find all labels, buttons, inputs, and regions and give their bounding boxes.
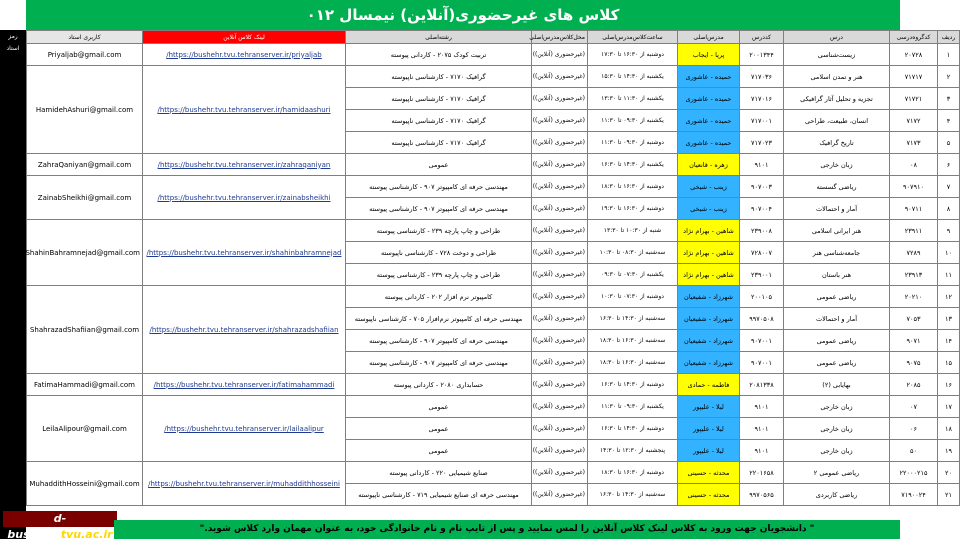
row-number: ۱۰ — [938, 242, 960, 264]
teacher-email: FatimaHammadi@gmail.com — [27, 374, 143, 396]
table-row — [27, 66, 960, 88]
group-code: ۷۱۷۳ — [890, 132, 938, 154]
major-name: عمومی — [346, 154, 532, 176]
group-code: ۹۰۷۱ — [890, 330, 938, 352]
course-code: ۹۱۰۱ — [740, 440, 784, 462]
header-email: کاربری استاد — [27, 31, 143, 44]
course-code: ۹۰۷۰۰۱ — [740, 330, 784, 352]
row-number: ۷ — [938, 176, 960, 198]
row-number: ۱۶ — [938, 374, 960, 396]
row-number: ۹ — [938, 220, 960, 242]
class-time: سه‌شنبه از ۱۶:۳۰ تا ۱۸:۳۰ — [588, 352, 678, 374]
class-place: (غیرحضوری (آنلاین)) — [532, 198, 588, 220]
login-header: رمز استاد — [6, 33, 20, 52]
group-code: ۷۱۹۰۰۲۴ — [890, 484, 938, 506]
row-number: ۱۵ — [938, 352, 960, 374]
class-time: یکشنبه از ۰۹:۳۰ تا ۱۱:۳۰ — [588, 110, 678, 132]
teacher-name: لیلا - علیپور — [678, 396, 740, 418]
class-place: (غیرحضوری (آنلاین)) — [532, 462, 588, 484]
major-name: مهندسی حرفه ای صنایع شیمیایی ۷۱۹ - کارشناسی ناپیوسته — [346, 484, 532, 506]
class-place: (غیرحضوری (آنلاین)) — [532, 484, 588, 506]
table-body — [27, 44, 960, 506]
left-sidebar — [0, 30, 26, 539]
group-code: ۲۰۲۱۰ — [890, 286, 938, 308]
online-class-link[interactable]: https://bushehr.tvu.tehranserver.ir/hamidaashuri/ — [143, 66, 346, 154]
course-code: ۲۳۹۰۰۸ — [740, 220, 784, 242]
online-class-link[interactable]: https://bushehr.tvu.tehranserver.ir/zahraqaniyan/ — [143, 154, 346, 176]
group-code: ۹۰۷۱۱ — [890, 198, 938, 220]
group-code: ۲۰۸۵ — [890, 374, 938, 396]
class-time: دوشنبه از ۱۶:۳۰ تا ۱۹:۳۰ — [588, 198, 678, 220]
table-row — [27, 220, 960, 242]
major-name: تربیت کودک ۲۰۷۵ - کاردانی پیوسته — [346, 44, 532, 66]
course-name: تجزیه و تحلیل آثار گرافیکی — [784, 88, 890, 110]
class-time: دوشنبه از ۱۴:۳۰ تا ۱۶:۳۰ — [588, 418, 678, 440]
major-name: مهندسی حرفه ای کامپیوتر ۹۰۷ - کارشناسی پیوسته — [346, 330, 532, 352]
schedule-table — [26, 30, 960, 506]
teacher-email: LeilaAlipour@gmail.com — [27, 396, 143, 462]
header-time: ساعت‌کلاس‌مدرس‌اصلی — [588, 31, 678, 44]
online-class-link[interactable]: https://bushehr.tvu.tehranserver.ir/fatimahammadi/ — [143, 374, 346, 396]
course-code: ۹۰۷۰۰۱ — [740, 352, 784, 374]
teacher-email: ZainabSheikhi@gmail.com — [27, 176, 143, 220]
major-name: عمومی — [346, 418, 532, 440]
major-name: عمومی — [346, 440, 532, 462]
class-time: پنجشنبه از ۱۲:۳۰ تا ۱۴:۳۰ — [588, 440, 678, 462]
course-code: ۹۰۷۰۰۴ — [740, 198, 784, 220]
teacher-name: شهرزاد - شفیعیان — [678, 308, 740, 330]
course-name: جامعه‌شناسی هنر — [784, 242, 890, 264]
group-code: ۷۰۵۳ — [890, 308, 938, 330]
class-place: (غیرحضوری (آنلاین)) — [532, 132, 588, 154]
course-code: ۹۱۰۱ — [740, 396, 784, 418]
course-code: ۲۰۰۱۰۵ — [740, 286, 784, 308]
teacher-name: شهرزاد - شفیعیان — [678, 352, 740, 374]
class-time: دوشنبه از ۱۶:۳۰ تا ۱۸:۳۰ — [588, 462, 678, 484]
course-name: ریاضی کاربردی — [784, 484, 890, 506]
header-course: درس — [784, 31, 890, 44]
course-code: ۲۳۹۰۰۱ — [740, 264, 784, 286]
course-code: ۹۰۷۰۰۳ — [740, 176, 784, 198]
course-name: ریاضی عمومی ۲ — [784, 462, 890, 484]
group-code: ۰۸ — [890, 154, 938, 176]
course-name: زبان خارجی — [784, 396, 890, 418]
class-time: دوشنبه از ۰۷:۳۰ تا ۱۰:۳۰ — [588, 286, 678, 308]
header-code: کدگروه‌درسی — [890, 31, 938, 44]
teacher-email: HamidehAshuri@gmail.com — [27, 66, 143, 154]
row-number: ۸ — [938, 198, 960, 220]
class-time: سه‌شنبه از ۱۴:۳۰ تا ۱۶:۳۰ — [588, 308, 678, 330]
teacher-name: زهره - قانعیان — [678, 154, 740, 176]
class-place: (غیرحضوری (آنلاین)) — [532, 176, 588, 198]
course-name: هنر ایرانی اسلامی — [784, 220, 890, 242]
row-number: ۳ — [938, 88, 960, 110]
major-name: طراحی و چاپ پارچه ۲۳۹ - کارشناسی پیوسته — [346, 264, 532, 286]
course-name: بهایابی (۲) — [784, 374, 890, 396]
teacher-name: شاهین - بهرام نژاد — [678, 264, 740, 286]
group-code: ۹۰۷۹۱۰ — [890, 176, 938, 198]
course-code: ۹۹۷۰۵۰۸ — [740, 308, 784, 330]
group-code: ۷۲۸۹ — [890, 242, 938, 264]
major-name: کامپیوتر نرم افزار ۲۰۲ - کاردانی پیوسته — [346, 286, 532, 308]
major-name: مهندسی حرفه ای کامپیوتر ۹۰۷ - کارشناسی پیوسته — [346, 198, 532, 220]
class-place: (غیرحضوری (آنلاین)) — [532, 286, 588, 308]
teacher-email: Priyaljab@gmail.com — [27, 44, 143, 66]
online-class-link[interactable]: https://bushehr.tvu.tehranserver.ir/shahinbahramnejad/ — [143, 220, 346, 286]
class-place: (غیرحضوری (آنلاین)) — [532, 396, 588, 418]
online-class-link[interactable]: https://bushehr.tvu.tehranserver.ir/zainabsheikhi/ — [143, 176, 346, 220]
class-place: (غیرحضوری (آنلاین)) — [532, 154, 588, 176]
class-time: شنبه از ۱۰:۳۰ تا ۱۳:۳۰ — [588, 220, 678, 242]
major-name: طراحی و دوخت ۷۲۸ - کارشناسی ناپیوسته — [346, 242, 532, 264]
class-time: یکشنبه از ۱۴:۳۰ تا ۱۶:۳۰ — [588, 154, 678, 176]
teacher-name: شاهین - بهرام نژاد — [678, 220, 740, 242]
group-code: ۲۰۷۲۸ — [890, 44, 938, 66]
page-title: کلاس های غیرحضوری(آنلاین) نیمسال ۰۱۲ — [26, 0, 900, 30]
course-name: زیست‌شناسی — [784, 44, 890, 66]
row-number: ۴ — [938, 110, 960, 132]
course-code: ۷۱۷۰۰۱ — [740, 110, 784, 132]
logo-accent: tvu.ac.ir — [60, 528, 113, 541]
row-number: ۱۴ — [938, 330, 960, 352]
header-teacher: مدرس‌اصلی — [678, 31, 740, 44]
table-row — [27, 176, 960, 198]
major-name: عمومی — [346, 396, 532, 418]
group-code: ۰۷ — [890, 396, 938, 418]
teacher-name: حمیده - عاشوری — [678, 132, 740, 154]
major-name: گرافیک ۷۱۷۰ - کارشناسی ناپیوسته — [346, 66, 532, 88]
major-name: گرافیک ۷۱۷۰ - کارشناسی ناپیوسته — [346, 110, 532, 132]
class-time: یکشنبه از ۱۴:۳۰ تا ۱۵:۳۰ — [588, 66, 678, 88]
course-name: ریاضی گسسته — [784, 176, 890, 198]
site-logo — [0, 511, 117, 541]
class-time: سه‌شنبه از ۱۴:۳۰ تا ۱۶:۳۰ — [588, 484, 678, 506]
teacher-name: زینب - شیخی — [678, 176, 740, 198]
course-code: ۷۱۷۰۲۳ — [740, 132, 784, 154]
row-number: ۱۲ — [938, 286, 960, 308]
class-place: (غیرحضوری (آنلاین)) — [532, 242, 588, 264]
group-code: ۷۱۷۱۷ — [890, 66, 938, 88]
course-name: ریاضی عمومی — [784, 286, 890, 308]
class-time: دوشنبه از ۱۴:۳۰ تا ۱۶:۳۰ — [588, 374, 678, 396]
course-code: ۲۲۰۱۶۵۸ — [740, 462, 784, 484]
header-link: لینک کلاس آنلاین — [143, 31, 346, 44]
row-number: ۲۰ — [938, 462, 960, 484]
teacher-name: لیلا - علیپور — [678, 418, 740, 440]
teacher-name: شاهین - بهرام نژاد — [678, 242, 740, 264]
row-number: ۱ — [938, 44, 960, 66]
course-code: ۷۱۷۰۳۶ — [740, 66, 784, 88]
major-name: مهندسی حرفه ای کامپیوتر ۹۰۷ - کارشناسی پیوسته — [346, 176, 532, 198]
group-code: ۲۲۰۰۰۲۱۵ — [890, 462, 938, 484]
row-number: ۶ — [938, 154, 960, 176]
teacher-name: شهرزاد - شفیعیان — [678, 286, 740, 308]
class-time: سه‌شنبه از ۰۸:۳۰ تا ۱۰:۳۰ — [588, 242, 678, 264]
course-name: ریاضی عمومی — [784, 330, 890, 352]
class-time: دوشنبه از ۱۶:۳۰ تا ۱۷:۳۰ — [588, 44, 678, 66]
teacher-email: ShahrazadShafiian@gmail.com — [27, 286, 143, 374]
major-name: طراحی و چاپ پارچه ۲۳۹ - کارشناسی پیوسته — [346, 220, 532, 242]
major-name: صنایع شیمیایی ۲۲۰ - کاردانی پیوسته — [346, 462, 532, 484]
course-name: ریاضی عمومی — [784, 352, 890, 374]
teacher-name: محدثه - حسینی — [678, 484, 740, 506]
course-code: ۷۱۷۰۱۶ — [740, 88, 784, 110]
group-code: ۷۱۷۲۱ — [890, 88, 938, 110]
teacher-email: ShahinBahramnejad@gmail.com — [27, 220, 143, 286]
row-number: ۱۱ — [938, 264, 960, 286]
teacher-email: ZahraQaniyan@gmail.com — [27, 154, 143, 176]
major-name: مهندسی حرفه ای کامپیوتر ۹۰۷ - کارشناسی پیوسته — [346, 352, 532, 374]
group-code: ۷۱۷۲ — [890, 110, 938, 132]
class-time: سه‌شنبه از ۱۶:۳۰ تا ۱۸:۳۰ — [588, 330, 678, 352]
course-name: زبان خارجی — [784, 418, 890, 440]
course-name: زبان خارجی — [784, 440, 890, 462]
logo-text: d-bushehr. — [7, 512, 67, 541]
online-class-link[interactable]: https://bushehr.tvu.tehranserver.ir/shahrazadshafiian/ — [143, 286, 346, 374]
row-number: ۱۹ — [938, 440, 960, 462]
row-number: ۱۷ — [938, 396, 960, 418]
course-name: آمار و احتمالات — [784, 198, 890, 220]
group-code: ۲۳۹۱۱ — [890, 220, 938, 242]
online-class-link[interactable]: https://bushehr.tvu.tehranserver.ir/priyaljab/ — [143, 44, 346, 66]
teacher-name: حمیده - عاشوری — [678, 88, 740, 110]
group-code: ۹۰۷۵ — [890, 352, 938, 374]
course-name: تاریخ گرافیک — [784, 132, 890, 154]
class-place: (غیرحضوری (آنلاین)) — [532, 44, 588, 66]
course-name: هنر باستان — [784, 264, 890, 286]
class-place: (غیرحضوری (آنلاین)) — [532, 66, 588, 88]
row-number: ۲۱ — [938, 484, 960, 506]
teacher-name: لیلا - علیپور — [678, 440, 740, 462]
teacher-name: حمیده - عاشوری — [678, 66, 740, 88]
teacher-name: زینب - شیخی — [678, 198, 740, 220]
online-class-link[interactable]: https://bushehr.tvu.tehranserver.ir/lailaalipur/ — [143, 396, 346, 462]
group-code: ۰۶ — [890, 418, 938, 440]
table-row — [27, 396, 960, 418]
major-name: مهندسی حرفه ای کامپیوتر نرم‌افزار ۷۰۵ - کارشناسی ناپیوسته — [346, 308, 532, 330]
row-number: ۱۳ — [938, 308, 960, 330]
table-row — [27, 286, 960, 308]
course-code: ۹۹۷۰۵۶۵ — [740, 484, 784, 506]
course-name: انسان، طبیعت، طراحی — [784, 110, 890, 132]
course-code: ۷۲۸۰۰۷ — [740, 242, 784, 264]
teacher-name: فاطمه - حمادی — [678, 374, 740, 396]
table-row — [27, 154, 960, 176]
class-place: (غیرحضوری (آنلاین)) — [532, 418, 588, 440]
course-code: ۹۱۰۱ — [740, 154, 784, 176]
teacher-name: حمیده - عاشوری — [678, 110, 740, 132]
major-name: گرافیک ۷۱۷۰ - کارشناسی ناپیوسته — [346, 88, 532, 110]
class-time: دوشنبه از ۱۶:۳۰ تا ۱۸:۳۰ — [588, 176, 678, 198]
course-name: هنر و تمدن اسلامی — [784, 66, 890, 88]
header-major: رشته‌اصلی — [346, 31, 532, 44]
header-radif: ردیف — [938, 31, 960, 44]
class-place: (غیرحضوری (آنلاین)) — [532, 264, 588, 286]
course-name: آمار و احتمالات — [784, 308, 890, 330]
class-place: (غیرحضوری (آنلاین)) — [532, 330, 588, 352]
course-code: ۲۰۸۱۳۳۸ — [740, 374, 784, 396]
class-place: (غیرحضوری (آنلاین)) — [532, 88, 588, 110]
footer-note: " دانشجویان جهت ورود به کلاس لینک کلاس آنلاین را لمس نمایید و پس از تایپ نام و نام خانوادگی خود، به عنوان مهمان وارد کلاس شوید." — [114, 520, 900, 539]
class-time: دوشنبه از ۰۹:۳۰ تا ۱۱:۳۰ — [588, 132, 678, 154]
row-number: ۲ — [938, 66, 960, 88]
teacher-name: محدثه - حسینی — [678, 462, 740, 484]
teacher-name: پریا - ایجاب — [678, 44, 740, 66]
class-place: (غیرحضوری (آنلاین)) — [532, 374, 588, 396]
row-number: ۱۸ — [938, 418, 960, 440]
class-place: (غیرحضوری (آنلاین)) — [532, 352, 588, 374]
major-name: حسابداری ۲۰۸۰ - کاردانی پیوسته — [346, 374, 532, 396]
table-row — [27, 462, 960, 484]
teacher-email: MuhaddithHosseini@gmail.com — [27, 462, 143, 506]
table-row — [27, 44, 960, 66]
major-name: گرافیک ۷۱۷۰ - کارشناسی ناپیوسته — [346, 132, 532, 154]
class-place: (غیرحضوری (آنلاین)) — [532, 308, 588, 330]
table-header-row — [27, 31, 960, 44]
teacher-name: شهرزاد - شفیعیان — [678, 330, 740, 352]
group-code: ۲۳۹۱۳ — [890, 264, 938, 286]
class-place: (غیرحضوری (آنلاین)) — [532, 110, 588, 132]
group-code: ۵۰ — [890, 440, 938, 462]
course-code: ۲۰۰۱۳۴۴ — [740, 44, 784, 66]
class-time: یکشنبه از ۱۱:۳۰ تا ۱۳:۳۰ — [588, 88, 678, 110]
header-place: محل‌کلاس‌مدرس‌اصلی — [532, 31, 588, 44]
online-class-link[interactable]: https://bushehr.tvu.tehranserver.ir/muhaddithhosseini/ — [143, 462, 346, 506]
header-lesson-code: کددرس — [740, 31, 784, 44]
course-name: زبان خارجی — [784, 154, 890, 176]
course-code: ۹۱۰۱ — [740, 418, 784, 440]
class-time: یکشنبه از ۰۷:۳۰ تا ۰۹:۳۰ — [588, 264, 678, 286]
class-time: یکشنبه از ۰۹:۳۰ تا ۱۱:۳۰ — [588, 396, 678, 418]
class-place: (غیرحضوری (آنلاین)) — [532, 440, 588, 462]
class-place: (غیرحضوری (آنلاین)) — [532, 220, 588, 242]
row-number: ۵ — [938, 132, 960, 154]
table-row — [27, 374, 960, 396]
